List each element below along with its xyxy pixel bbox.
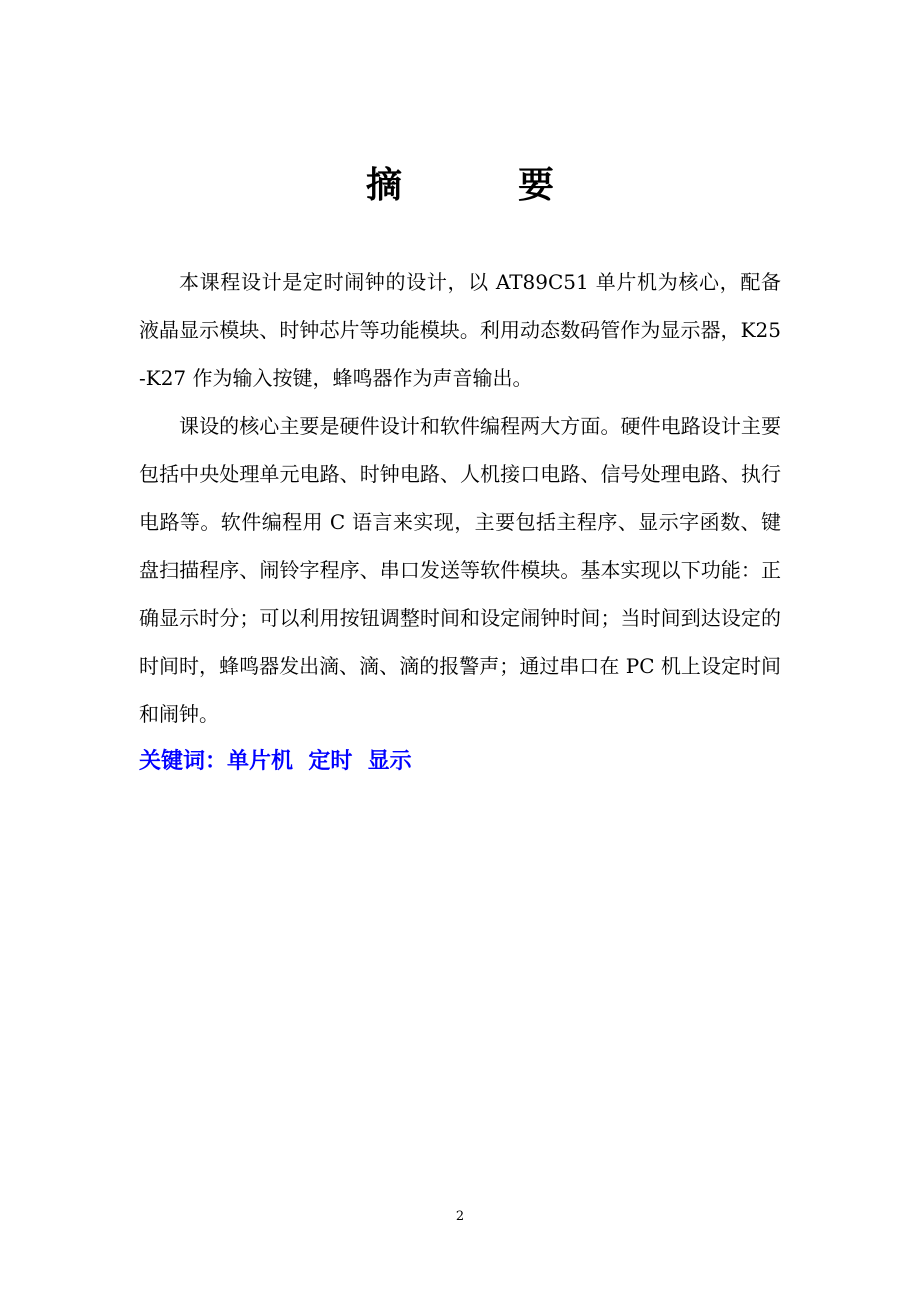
abstract-paragraph-2: 课设的核心主要是硬件设计和软件编程两大方面。硬件电路设计主要包括中央处理单元电路、时钟电路、人机接口电路、信号处理电路、执行电路等。软件编程用 C 语言来实现，主要包括主程序、显示字函数、键盘扫描程序、闹铃字程序、串口发送等软件模块。基本实现以下功能：正确显示时分；可以利用按钮调整时间和设定闹钟时间；当时间到达设定的时间时，蜂鸣器发出滴、滴、滴的报警声；通过串口在 PC 机上设定时间和闹钟。 (139, 414, 781, 726)
abstract-paragraph-1: 本课程设计是定时闹钟的设计，以 AT89C51 单片机为核心，配备液晶显示模块、时钟芯片等功能模块。利用动态数码管作为显示器，K25-K27 作为输入按键，蜂鸣器作为声音输出。 (139, 270, 781, 390)
page-title: 摘 要 (365, 164, 594, 206)
abstract-body (139, 258, 781, 782)
page-number: 2 (455, 1209, 465, 1224)
keywords-line: 关键词：单片机 定时 显示 (139, 749, 412, 774)
